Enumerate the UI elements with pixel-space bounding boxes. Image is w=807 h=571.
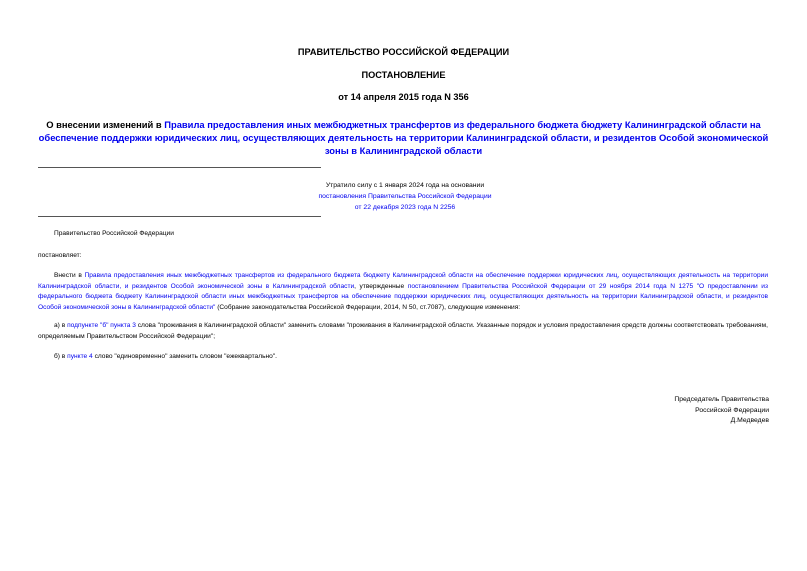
rules-link[interactable]: Правила предоставления иных межбюджетных трансфертов из федерального бюджета бюджету Калининградской области на обеспечение поддержки юридических лиц, осуществляющих деятельность на территории Калининградской области, и резидентов Особой экономической зоны в Калининградской области xyxy=(38,272,768,290)
amendment-a-text-b: слова "проживания в Калининградской области" заменить словами "проживания в Калининградской области. Указанные порядок и условия предоставления средств должны соответствовать требованиям, определяемым Правительством Российской Федерации"; xyxy=(38,322,768,340)
signature-name: Д.Медведев xyxy=(730,417,769,424)
repeal-decree-date-link[interactable]: от 22 декабря 2023 года N 2256 xyxy=(354,204,456,211)
repeal-decree-link[interactable]: постановления Правительства Российской Федерации xyxy=(318,193,492,200)
government-heading: ПРАВИТЕЛЬСТВО РОССИЙСКОЙ ФЕДЕРАЦИИ xyxy=(297,47,510,57)
main-paragraph xyxy=(38,271,768,313)
main-paragraph-text-b: , утвержденные xyxy=(354,282,408,290)
intro-paragraph: Правительство Российской Федерации xyxy=(54,230,174,237)
amendment-b-paragraph xyxy=(38,352,768,363)
title-rules-link[interactable]: Правила предоставления иных межбюджетных трансфертов из федерального бюджета бюджету Калининградской области на обеспечение поддержки юридических лиц, осуществляющих деятельность на территории Калининградской области, и резидентов Особой экономической зоны в Калининградской области xyxy=(38,119,769,156)
subpoint-b-link[interactable]: подпункте "б" пункта 3 xyxy=(67,322,136,329)
signature-position-1: Председатель Правительства xyxy=(674,396,769,403)
title-prefix: О внесении изменений в xyxy=(46,119,165,130)
signature-block xyxy=(569,395,769,427)
amendment-b-text-b: слово "единовременно" заменить словом "ежеквартально". xyxy=(92,353,277,360)
bottom-divider xyxy=(38,216,321,217)
decree-1275-link[interactable]: постановлением Правительства Российской Федерации от 29 ноября 2014 года N 1275 "О предоставлении из федерального бюджета бюджету Калининградской области иных межбюджетных трансфертов на обеспечение поддержки юридических лиц, осуществляющих деятельность на территории Калининградской области, и резидентов Особой экономической зоны в Калининградской области" xyxy=(38,282,768,311)
document-date-number: от 14 апреля 2015 года N 356 xyxy=(338,92,469,102)
signature-position-2: Российской Федерации xyxy=(695,406,769,414)
point-4-link[interactable]: пункте 4 xyxy=(67,353,93,360)
document-title xyxy=(36,118,771,157)
amendment-b-text-a: б) в xyxy=(54,353,68,360)
amendment-a-text-a: а) в xyxy=(54,322,68,329)
status-note xyxy=(290,180,520,213)
main-paragraph-text-a: Внести в xyxy=(54,272,85,279)
document-type-heading: ПОСТАНОВЛЕНИЕ xyxy=(361,70,446,80)
decrees-paragraph: постановляет: xyxy=(38,252,82,259)
top-divider xyxy=(38,167,321,168)
status-note-text: Утратило силу с 1 января 2024 года на основании xyxy=(325,182,485,189)
main-paragraph-text-c: (Собрание законодательства Российской Федерации, 2014, N 50, ст.7087), следующие изменения: xyxy=(215,303,521,311)
amendment-a-paragraph xyxy=(38,321,768,342)
